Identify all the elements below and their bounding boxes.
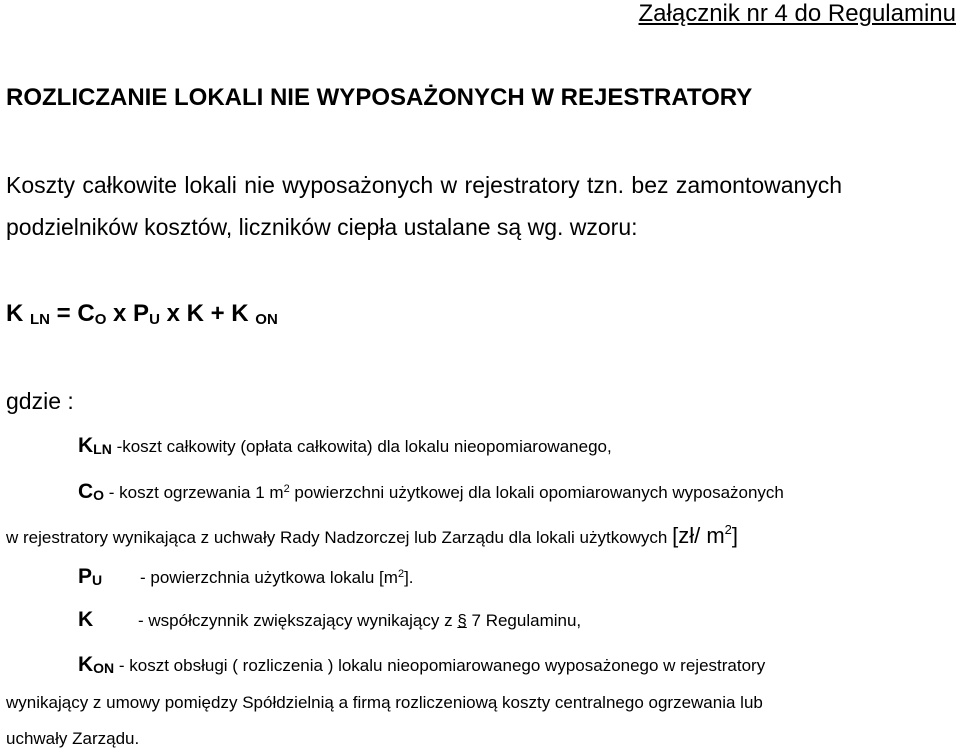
- formula: K $_{LN} = C_O$ x $P_U$ x K + K $_{ON}$: [6, 300, 278, 328]
- definition-co-continued: w rejestratory wynikająca z uchwały Rady Nadzorczej lub Zarządu dla lokali użytkowych [zł/ $m^2$]: [6, 522, 739, 548]
- definition-pu: $P_U$ - powierzchnia użytkowa lokalu $[m^2]$.: [78, 565, 414, 588]
- definition-co: $C_O$ - koszt ogrzewania 1 $m^2$ powierzchni użytkowej dla lokali opomiarowanych wyposażonych: [78, 480, 784, 503]
- intro-line-1: Koszty całkowite lokali nie wyposażonych w rejestratory tzn. bez zamontowanych: [6, 172, 843, 198]
- unit-zl-per-m2: [zł/ $m^2$]: [672, 522, 739, 548]
- where-label: gdzie :: [6, 388, 74, 414]
- symbol-kln: $K_{LN}$: [78, 434, 112, 457]
- symbol-pu: $P_U$: [78, 565, 103, 588]
- definition-k: K - współczynnik zwiększający wynikający z § 7 Regulaminu,: [78, 608, 582, 631]
- paragraph-sign: §: [457, 611, 467, 630]
- symbol-co: $C_O$: [78, 480, 105, 503]
- attachment-heading: Załącznik nr 4 do Regulaminu: [638, 0, 956, 27]
- definition-kon: $K_{ON}$ - koszt obsługi ( rozliczenia ) lokalu nieopomiarowanego wyposażonego w rejestratory: [78, 653, 766, 676]
- intro-line-2: podzielników kosztów, liczników ciepła ustalane są wg. wzoru:: [6, 214, 638, 240]
- document-title: ROZLICZANIE LOKALI NIE WYPOSAŻONYCH W REJESTRATORY: [6, 84, 753, 111]
- definition-kon-continued-2: uchwały Zarządu.: [6, 729, 140, 748]
- symbol-kon: $K_{ON}$: [78, 653, 115, 676]
- symbol-k: K: [78, 608, 94, 631]
- definition-kln: $K_{LN}$ -koszt całkowity (opłata całkowita) dla lokalu nieopomiarowanego,: [78, 434, 612, 457]
- definition-kon-continued-1: wynikający z umowy pomiędzy Spółdzielnią a firmą rozliczeniową koszty centralnego ogrzewania lub: [6, 693, 763, 712]
